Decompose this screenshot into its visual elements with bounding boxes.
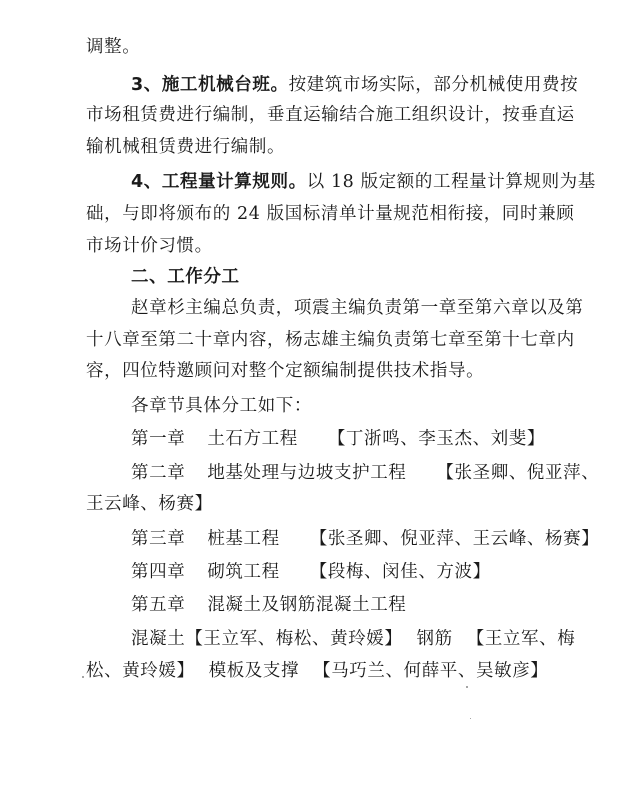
scan-speck: [466, 686, 468, 688]
heading-machinery: 3、施工机械台班。: [131, 75, 289, 95]
text-rules-1: 以 18 版定额的工程量计算规则为基: [306, 172, 596, 192]
chapter-1-number: 第一章: [131, 429, 186, 449]
chapter-5-number: 第五章: [131, 595, 186, 615]
text-line-4: 输机械租赁费进行编制。: [86, 137, 286, 157]
section-4-rules: [131, 167, 596, 197]
subitem-concrete-name: 混凝土: [131, 629, 186, 649]
chapter-5-row: [131, 590, 551, 620]
chapter-5-name: 混凝土及钢筋混凝土工程: [207, 595, 407, 615]
text-line-11: 容，四位特邀顾问对整个定额编制提供技术指导。: [86, 361, 485, 381]
chapter-3-name: 桩基工程: [207, 529, 280, 549]
subitem-formwork-people: 【马巧兰、何薛平、吴敏彦】: [313, 661, 549, 681]
chapter-5-subitems-row-2: [86, 656, 549, 686]
section-heading-division: 二、工作分工: [131, 267, 240, 287]
chapter-2-number: 第二章: [131, 463, 186, 483]
chapter-3-number: 第三章: [131, 529, 186, 549]
chapter-2-name: 地基处理与边坡支护工程: [207, 463, 407, 483]
heading-rules: 4、工程量计算规则。: [131, 172, 307, 192]
subitem-rebar-people-cont: 松、黄玲媛】: [86, 661, 195, 681]
subitem-rebar-name: 钢筋: [416, 629, 453, 649]
chapter-4-row: [131, 557, 551, 587]
text-line-9: 赵章杉主编总负责，项震主编负责第一章至第六章以及第: [131, 298, 584, 318]
chapter-4-number: 第四章: [131, 562, 186, 582]
subitem-concrete-people: 【王立军、梅松、黄玲媛】: [185, 629, 403, 649]
chapter-2-people: 【张圣卿、倪亚萍、: [436, 463, 600, 483]
chapter-5-subitems-row-1: [131, 624, 576, 654]
chapter-3-row: [131, 524, 600, 554]
chapter-2-row: [131, 458, 600, 488]
chapter-1-people: 【丁浙鸣、李玉杰、刘斐】: [327, 429, 546, 449]
chapter-4-name: 砌筑工程: [207, 562, 280, 582]
chapter-4-people: 【段梅、闵佳、方波】: [309, 562, 491, 582]
text-line-12: 各章节具体分工如下：: [131, 396, 312, 416]
text-line-3: 市场租赁费进行编制，垂直运输结合施工组织设计，按垂直运: [86, 105, 575, 125]
subitem-rebar-people: 【王立军、梅: [466, 629, 576, 649]
scan-speck: [82, 676, 84, 678]
text-line-6: 础，与即将颁布的 24 版国标清单计量规范相衔接，同时兼顾: [86, 204, 575, 224]
text-machinery-1: 按建筑市场实际，部分机械使用费按: [288, 75, 579, 95]
chapter-2-people-cont: 王云峰、杨赛】: [86, 494, 213, 514]
text-line-1: 调整。: [86, 37, 141, 57]
chapter-1-name: 土石方工程: [207, 429, 298, 449]
chapter-3-people: 【张圣卿、倪亚萍、王云峰、杨赛】: [309, 529, 600, 549]
text-line-7: 市场计价习惯。: [86, 236, 213, 256]
section-3-machinery: [131, 70, 579, 100]
chapter-1-row: [131, 424, 551, 454]
text-line-10: 十八章至第二十章内容，杨志雄主编负责第七章至第十七章内: [86, 330, 575, 350]
subitem-formwork-name: 模板及支撑: [208, 661, 300, 681]
scan-speck: [470, 718, 471, 719]
